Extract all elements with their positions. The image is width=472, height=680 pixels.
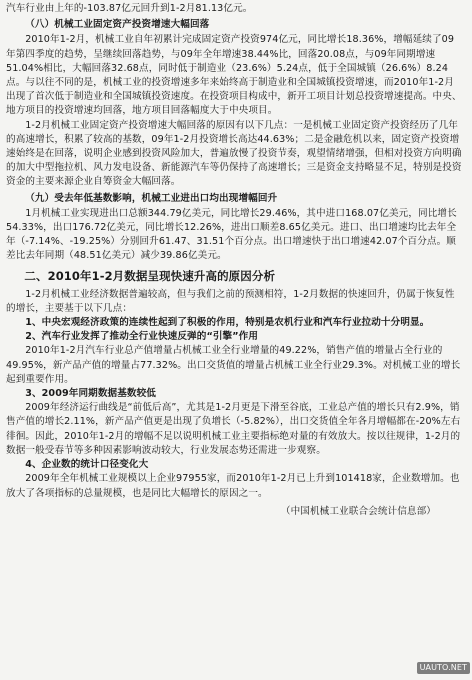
site-watermark: UAUTO.NET — [417, 662, 470, 674]
reason-2-paragraph: 2010年1-2月汽车行业总产值增量占机械工业全行业增量的49.22%，销售产值的增量占全行业的49.95%，新产品产值的增量占77.32%。出口交货值的增量占机械工业全行业29.3%。对机械工业的增长起到重要作用。 — [6, 345, 461, 385]
reason-2-heading: 2、汽车行业发挥了推动全行业快速反弹的“引擎”作用 — [25, 331, 259, 343]
section-9-heading: （九）受去年低基数影响，机械工业进出口均出现增幅回升 — [25, 192, 278, 204]
section-8-heading: （八）机械工业固定资产投资增速大幅回落 — [25, 19, 210, 31]
intro-line: 汽车行业由上年的-103.87亿元回升到1-2月81.13亿元。 — [6, 3, 253, 14]
section-8-paragraph-1: 2010年1-2月，机械工业自年初累计完成固定资产投资974亿元，同比增长18.36%，增幅延续了09年第四季度的趋势，呈继续回落趋势，与09年全年增速38.44%比，回落20.08点，与09年同期增速51.04%相比，大幅回落32.68点，同时低于制造业（23.6%）5.24点，低于全国城镇（26.6%）8.24点。与以往不同的是，机械工业的投资增速多年来始终高于制造业和全国城镇投资增速，而2010年1-2月出现了首次低于制造业和全国城镇投资速度。在投资项目构成中，新开工项目计划总投资增速提高。中央、地方项目的投资增速均回落，地方项目回落幅度大于中央项目。 — [6, 34, 462, 117]
part-2-intro: 1-2月机械工业经济数据普遍较高，但与我们之前的预测相符，1-2月数据的快速回升，仍属于恢复性的增长，主要基于以下几点： — [6, 288, 455, 314]
source-attribution: （中国机械工业联合会统计信息部） — [280, 505, 436, 517]
reason-1-heading: 1、中央宏观经济政策的连续性起到了积极的作用，特别是农机行业和汽车行业拉动十分明显。 — [25, 317, 430, 329]
part-2-heading: 二、2010年1-2月数据呈现快速升高的原因分析 — [24, 268, 276, 283]
section-8-paragraph-2: 1-2月机械工业固定资产投资增速大幅回落的原因有以下几点：一是机械工业固定资产投资经历了几年的高速增长，积累了较高的基数，09年1-2月投资增长高达44.63%；二是金融危机以来，固定资产投资增速始终是在回落，说明企业感到投资风险加大，普遍放慢了投资节奏，观望情绪增强，但相对投资方向明确的加大中型拖拉机、风力发电设备、新能源汽车等仍保持了高速增长；三是资金支持略显不足，特别是投资资金的主要来源企业自筹资金大幅回落。 — [6, 119, 462, 188]
reason-4-paragraph: 2009年全年机械工业规模以上企业97955家，而2010年1-2月已上升到101418家，企业数增加。也放大了各项指标的总量规模，也是同比大幅增长的原因之一。 — [6, 473, 460, 499]
reason-3-heading: 3、2009年同期数据基数较低 — [25, 388, 157, 400]
reason-4-heading: 4、企业数的统计口径变化大 — [25, 459, 149, 471]
section-9-paragraph: 1月机械工业实现进出口总额344.79亿美元，同比增长29.46%，其中进口168.07亿美元，同比增长54.33%，出口176.72亿美元，同比增长12.26%，进出口顺差8.65亿美元。进口、出口增速均比去年全年（-7.14%、-19.25%）分别回升61.47、31.51个百分点。出口增速快于出口增速42.07个百分点。顺差比去年同期（48.51亿美元）减少39.86亿美元。 — [6, 207, 457, 262]
reason-3-paragraph: 2009年经济运行曲线是“前低后高”，尤其是1-2月更是下滑至谷底，工业总产值的增长只有2.9%，销售产值的增长2.11%，新产品产值更是出现了负增长（-5.82%），出口交货值全年各月增幅都在-20%左右徘徊。因此，2010年1-2月的增幅不足以说明机械工业主要指标绝对量的有效放大。按以往规律，1-2月的数据一般受春节等多种因素影响波动较大，行业发展态势还需进一步观察。 — [6, 402, 461, 456]
